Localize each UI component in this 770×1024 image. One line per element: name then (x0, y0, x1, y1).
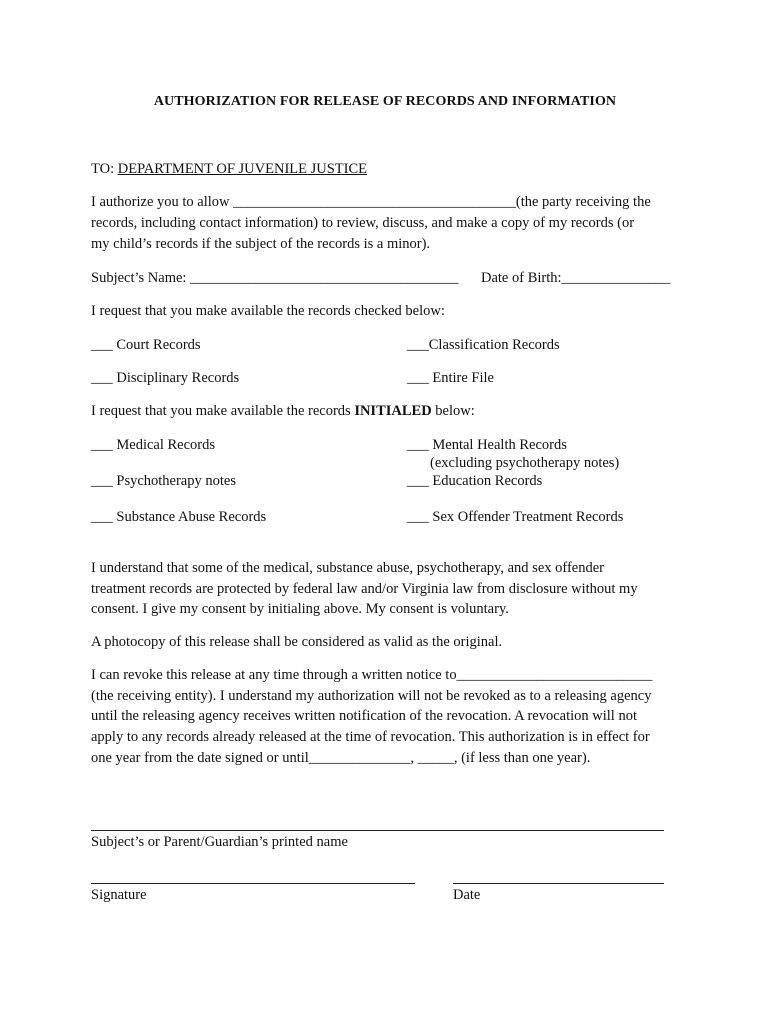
court-records-item: ___ Court Records (91, 337, 201, 353)
mental-health-note: (excluding psychotherapy notes) (430, 455, 620, 471)
request-initialed-bold: INITIALED (354, 403, 432, 419)
entire-file-item: ___ Entire File (407, 370, 494, 386)
classification-records-item: ___Classification Records (407, 337, 560, 353)
signature-line (91, 883, 415, 884)
disciplinary-records-item: ___ Disciplinary Records (91, 370, 240, 386)
revoke-line-5: one year from the date signed or until______________, _____, (if less than one year). (91, 750, 591, 766)
authorize-line-1: I authorize you to allow _______________________________________(the party receiving the (91, 194, 651, 210)
revoke-line-3: until the releasing agency receives written notification of the revocation. A revocation will not (91, 708, 637, 724)
to-label: TO: (91, 161, 115, 177)
revoke-line-1: I can revoke this release at any time through a written notice to___________________________ (91, 667, 653, 683)
psychotherapy-notes-item: ___ Psychotherapy notes (91, 473, 236, 489)
revoke-line-4: apply to any records already released at the time of revocation. This authorization is in effect for (91, 729, 650, 745)
request-checked-text: I request that you make available the records checked below: (91, 303, 445, 319)
subject-name-field: Subject’s Name: _____________________________________ (91, 270, 459, 286)
recipient-line (91, 161, 367, 178)
revoke-line-2: (the receiving entity). I understand my authorization will not be revoked as to a releasing agency (91, 688, 652, 704)
date-label: Date (453, 887, 481, 903)
date-of-birth-field: Date of Birth:_______________ (481, 270, 671, 286)
authorize-line-3: my child’s records if the subject of the records is a minor). (91, 236, 431, 252)
printed-name-line (91, 830, 664, 831)
substance-abuse-records-item: ___ Substance Abuse Records (91, 509, 267, 525)
signature-label: Signature (91, 887, 147, 903)
understand-line-2: treatment records are protected by federal law and/or Virginia law from disclosure without my (91, 581, 638, 597)
photocopy-statement: A photocopy of this release shall be considered as valid as the original. (91, 634, 503, 650)
form-title: AUTHORIZATION FOR RELEASE OF RECORDS AND INFORMATION (153, 94, 617, 109)
understand-line-3: consent. I give my consent by initialing above. My consent is voluntary. (91, 601, 509, 617)
printed-name-label: Subject’s or Parent/Guardian’s printed name (91, 834, 348, 850)
request-initialed-suffix: below: (431, 403, 475, 419)
medical-records-item: ___ Medical Records (91, 437, 216, 453)
authorize-line-2: records, including contact information) to review, discuss, and make a copy of my records (or (91, 215, 635, 231)
request-initialed-prefix: I request that you make available the records (91, 403, 355, 419)
recipient-department: DEPARTMENT OF JUVENILE JUSTICE (117, 161, 368, 177)
understand-line-1: I understand that some of the medical, substance abuse, psychotherapy, and sex offender (91, 560, 604, 576)
request-initialed-text (91, 403, 475, 420)
mental-health-records-item: ___ Mental Health Records (407, 437, 567, 453)
date-line (453, 883, 664, 884)
education-records-item: ___ Education Records (407, 473, 543, 489)
sex-offender-records-item: ___ Sex Offender Treatment Records (407, 509, 624, 525)
